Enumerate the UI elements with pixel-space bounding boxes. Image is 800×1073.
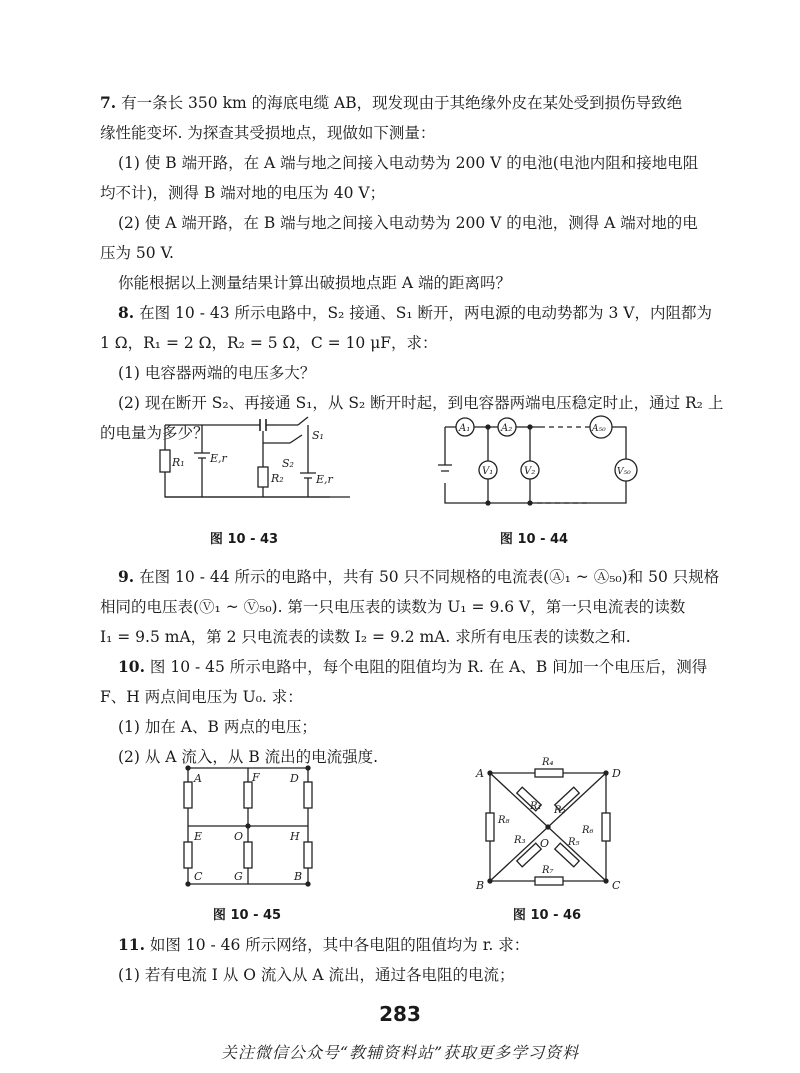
fig43-label-r1: R₁ — [172, 456, 185, 469]
q10-part1: (1) 加在 A、B 两点的电压； — [118, 718, 317, 736]
q10-line2: F、H 两点间电压为 U₀. 求： — [100, 688, 303, 706]
fig46-caption: 图 10 - 46 — [512, 908, 582, 923]
fig45-label-g: G — [234, 870, 243, 883]
fig44-caption: 图 10 - 44 — [499, 532, 569, 547]
q8-part2-line2: 的电量为多少？ — [100, 424, 209, 442]
fig46-label-b: B — [476, 879, 485, 892]
fig46-label-o: O — [540, 837, 550, 850]
fig45-label-b: B — [294, 870, 303, 883]
q7-line1: 7. 有一条长 350 km 的海底电缆 AB，现发现由于其绝缘外皮在某处受到损伤导致绝 — [100, 93, 683, 112]
q11-part1: (1) 若有电流 I 从 O 流入从 A 流出，通过各电阻的电流； — [118, 966, 515, 984]
q7-number: 7. — [100, 93, 117, 112]
fig45-label-o: O — [234, 830, 244, 843]
fig46-label-c: C — [612, 879, 621, 892]
q7-part1-line2: 均不计)，测得 B 端对地的电压为 40 V； — [100, 184, 386, 202]
figure-10-46 — [470, 755, 630, 895]
q9-line1: 9. 在图 10 - 44 所示的电路中，共有 50 只不同规格的电流表(Ⓐ₁ ~ Ⓐ₅₀)和 50 只规格 — [118, 567, 720, 586]
q7-line2: 缘性能变坏. 为探查其受损地点，现做如下测量： — [100, 124, 436, 142]
fig44-label-a50: A₅₀ — [592, 424, 606, 434]
q10-part2: (2) 从 A 流入，从 B 流出的电流强度. — [118, 748, 379, 766]
q7-part2-line1: (2) 使 A 端开路，在 B 端与地之间接入电动势为 200 V 的电池，测得 A 端对地的电 — [118, 214, 698, 232]
q8-number: 8. — [118, 303, 135, 322]
fig45-label-h: H — [290, 830, 300, 843]
fig43-label-s2: S₂ — [282, 457, 294, 470]
q11-line1: 11. 如图 10 - 46 所示网络，其中各电阻的阻值均为 r. 求： — [118, 935, 530, 954]
fig43-label-s1: S₁ — [312, 429, 324, 442]
page-number: 283 — [379, 1002, 421, 1026]
q8-part1: (1) 电容器两端的电压多大？ — [118, 364, 316, 382]
q7-question: 你能根据以上测量结果计算出破损地点距 A 端的距离吗？ — [118, 274, 512, 292]
fig46-label-r2: R₂ — [554, 805, 566, 816]
fig44-label-v1: V₁ — [482, 466, 494, 477]
fig46-label-r3: R₃ — [514, 835, 526, 846]
fig45-label-c: C — [194, 870, 203, 883]
fig45-label-a: A — [194, 772, 202, 785]
q9-line2: 相同的电压表(Ⓥ₁ ~ Ⓥ₅₀). 第一只电压表的读数为 U₁ = 9.6 V，第一只电流表的读数 — [100, 598, 686, 616]
fig43-caption: 图 10 - 43 — [209, 532, 279, 547]
q10-line1: 10. 图 10 - 45 所示电路中，每个电阻的阻值均为 R. 在 A、B 间加一个电压后，测得 — [118, 657, 708, 676]
fig46-label-r5: R₅ — [568, 837, 580, 848]
footer-note: 关注微信公众号“教辅资料站”获取更多学习资料 — [220, 1043, 580, 1062]
fig43-label-er1: E,r — [210, 452, 227, 465]
fig44-label-a2: A₂ — [501, 423, 513, 434]
q8-line1: 8. 在图 10 - 43 所示电路中，S₂ 接通、S₁ 断开，两电源的电动势都为 3 V，内阻都为 — [118, 303, 712, 322]
fig44-label-a1: A₁ — [459, 423, 471, 434]
q7-part1-line1: (1) 使 B 端开路，在 A 端与地之间接入电动势为 200 V 的电池(电池内阻和接地电阻 — [118, 154, 699, 172]
fig46-label-r8: R₈ — [498, 815, 510, 826]
q8-part2-line1: (2) 现在断开 S₂、再接通 S₁，从 S₂ 断开时起，到电容器两端电压稳定时止，通过 R₂ 上 — [118, 394, 724, 412]
fig46-label-a: A — [476, 767, 484, 780]
figure-10-43 — [150, 415, 350, 515]
fig45-label-f: F — [252, 771, 260, 784]
fig43-label-r2: R₂ — [271, 472, 284, 485]
fig43-label-er2: E,r — [316, 473, 333, 486]
fig46-label-r4: R₄ — [542, 757, 554, 768]
fig45-label-e: E — [194, 830, 203, 843]
fig44-label-v50: V₅₀ — [617, 467, 631, 477]
q10-number: 10. — [118, 657, 145, 676]
q9-line3: I₁ = 9.5 mA，第 2 只电流表的读数 I₂ = 9.2 mA. 求所有电压表的读数之和. — [100, 628, 631, 646]
fig46-label-d: D — [612, 767, 621, 780]
fig45-label-d: D — [290, 772, 299, 785]
figure-10-45 — [178, 762, 318, 892]
q9-number: 9. — [118, 567, 135, 586]
fig46-label-r1: R₁ — [530, 801, 542, 812]
fig46-label-r7: R₇ — [542, 865, 554, 876]
q11-number: 11. — [118, 935, 145, 954]
fig44-label-v2: V₂ — [524, 466, 536, 477]
fig46-label-r6: R₆ — [582, 825, 594, 836]
fig45-caption: 图 10 - 45 — [212, 908, 282, 923]
figure-10-44 — [430, 415, 640, 515]
q7-part2-line2: 压为 50 V. — [100, 244, 174, 262]
q8-line2: 1 Ω，R₁ = 2 Ω，R₂ = 5 Ω，C = 10 μF，求： — [100, 334, 438, 352]
